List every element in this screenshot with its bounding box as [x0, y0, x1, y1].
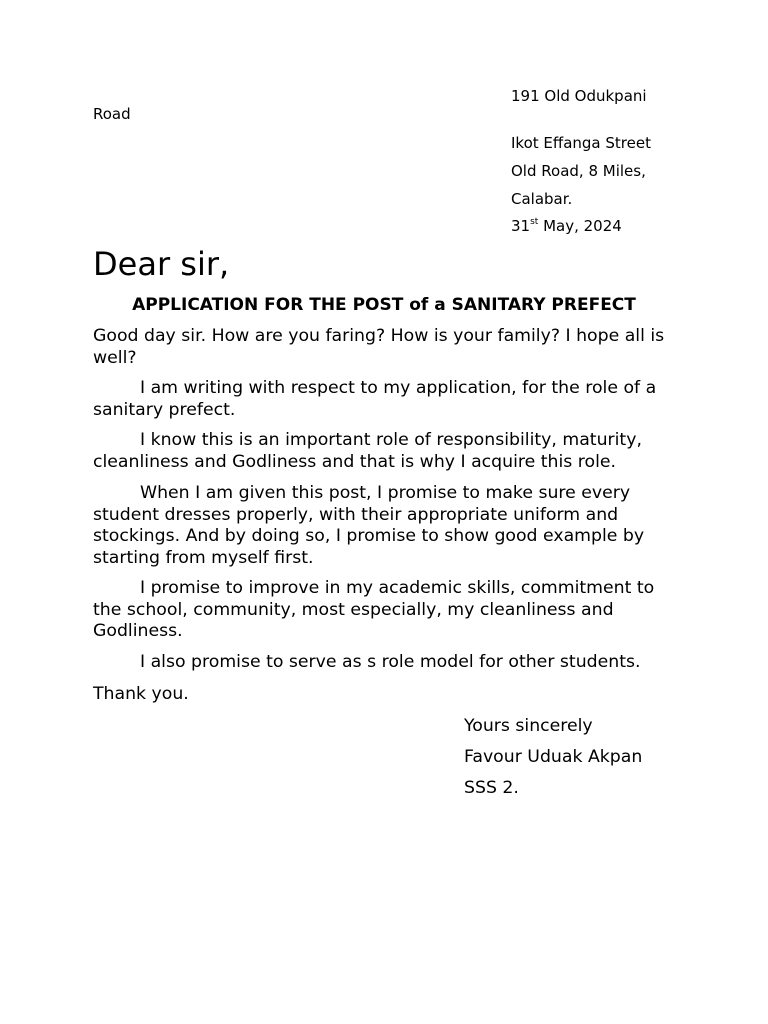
address-line-1-continued: Road — [93, 105, 131, 123]
address-line-2: Ikot Effanga Street — [511, 134, 651, 152]
paragraph-thanks: Thank you. — [93, 684, 189, 704]
paragraph-role: I know this is an important role of responsibility, maturity, cleanliness and Godliness and that is why I acquire this role. — [93, 430, 642, 472]
address-line-4: Calabar. — [511, 190, 573, 208]
paragraph-promise-dress: When I am given this post, I promise to make sure every student dresses properly, with their appropriate uniform and stockings. And by doing so, I promise to show good example by starting from myself first. — [93, 483, 645, 568]
date-rest: May, 2024 — [538, 217, 622, 235]
paragraph-purpose: I am writing with respect to my application, for the role of a sanitary prefect. — [93, 378, 657, 420]
letter-date — [511, 217, 622, 235]
date-suffix: st — [530, 217, 539, 227]
address-line-1: 191 Old Odukpani — [511, 87, 647, 105]
paragraph-greeting: Good day sir. How are you faring? How is your family? I hope all is well? — [93, 326, 665, 368]
closing-phrase: Yours sincerely — [464, 716, 593, 736]
paragraph-role-model: I also promise to serve as s role model for other students. — [140, 652, 641, 672]
paragraph-promise-academic: I promise to improve in my academic skills, commitment to the school, community, most especially, my cleanliness and Godliness. — [93, 578, 655, 641]
greeting: Dear sir, — [93, 245, 230, 283]
letter-subject: APPLICATION FOR THE POST of a SANITARY PREFECT — [132, 295, 636, 315]
date-day: 31 — [511, 217, 531, 235]
address-line-3: Old Road, 8 Miles, — [511, 162, 646, 180]
signer-class: SSS 2. — [464, 778, 519, 798]
signer-name: Favour Uduak Akpan — [464, 747, 643, 767]
